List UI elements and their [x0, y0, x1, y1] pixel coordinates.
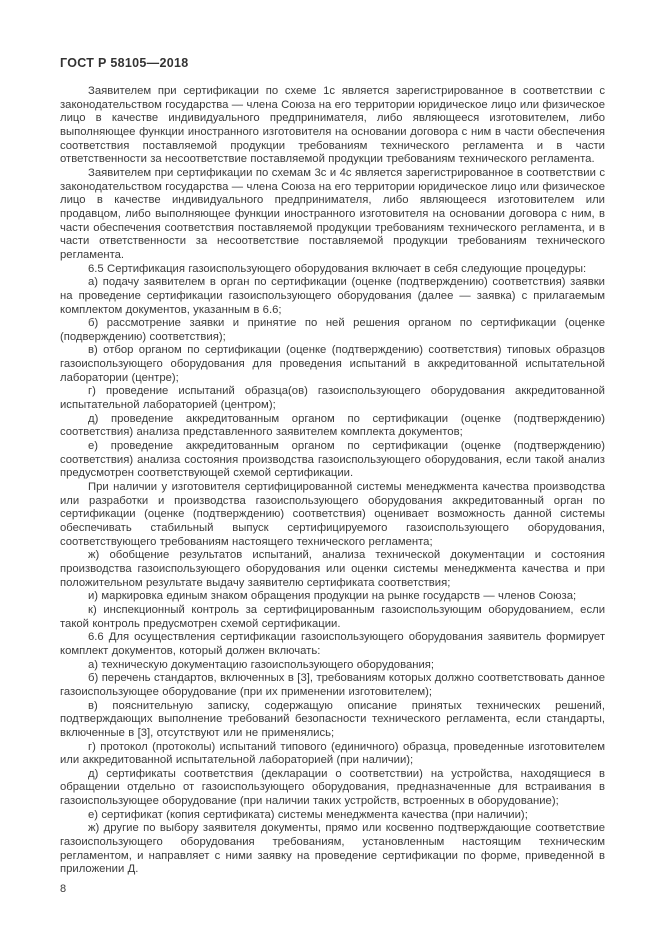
document-body: [60, 85, 605, 877]
paragraph: 6.5 Сертификация газоиспользующего оборудования включает в себя следующие процедуры:: [88, 262, 587, 275]
paragraph: и) маркировка единым знаком обращения продукции на рынке государств — членов Союза;: [88, 590, 577, 603]
paragraph: г) протокол (протоколы) испытаний типового (единичного) образца, проведенные изготовителем или аккредитованной испытательной лабораторией (при наличии);: [60, 740, 605, 767]
paragraph: д) проведение аккредитованным органом по сертификации (оценке (подтверждению) соответствия) анализа представленного заявителем комплекта документов;: [60, 412, 605, 439]
paragraph: а) подачу заявителем в орган по сертификации (оценке (подтверждению) соответствия) заявки на проведение сертификации газоиспользующего оборудования (далее — заявка) с прилагаемым комплектом документов, указанным в 6.6;: [60, 276, 605, 316]
paragraph: в) отбор органом по сертификации (оценке (подтверждению) соответствия) типовых образцов газоиспользующего оборудования для проведения испытаний в аккредитованной испытательной лаборатории (центре);: [60, 344, 605, 384]
paragraph: При наличии у изготовителя сертифицированной системы менеджмента качества производства или разработки и производства газоиспользующего оборудования аккредитованный орган по сертификации (оценке (подтверждению) соответствия) оценивает возможность данной системы обеспечивать стабильный выпуск сертифицируемого газоиспользующего оборудования, соответствующего требованиям настоящего технического регламента;: [60, 481, 605, 548]
document-standard-number: ГОСТ Р 58105—2018: [60, 56, 189, 70]
paragraph: е) проведение аккредитованным органом по сертификации (оценке (подтверждению) соответствия) анализа состояния производства газоиспользующего оборудования, если такой анализ предусмотрен соответствующей схемой сертификации.: [60, 440, 605, 480]
paragraph: б) перечень стандартов, включенных в [3], требованиям которых должно соответствовать данное газоиспользующее оборудование (при их применении изготовителем);: [60, 672, 605, 698]
paragraph: Заявителем при сертификации по схемам 3с и 4с является зарегистрированное в соответствии с законодательством государства — члена Союза на его территории юридическое лицо или физическое лицо в качестве индивидуального предпринимателя, либо являющееся изготовителем или продавцом, либо выполняющее функции иностранного изготовителя на основании договора с ним, в части обеспечения соответствия поставляемой продукции требованиям технического регламента, и в части ответственности за несоответствие поставляемой продукции требованиям технического регламента.: [60, 166, 605, 261]
paragraph: д) сертификаты соответствия (декларации о соответствии) на устройства, находящиеся в обращении отдельно от газоиспользующего оборудования, предназначенные для встраивания в газоиспользующее оборудование (при наличии таких устройств, встроенных в оборудование);: [60, 767, 605, 808]
paragraph: е) сертификат (копия сертификата) системы менеджмента качества (при наличии);: [88, 808, 528, 821]
paragraph: Заявителем при сертификации по схеме 1с является зарегистрированное в соответствии с законодательством государства — члена Союза на его территории юридическое лицо или физическое лицо в качестве индивидуального предпринимателя, либо являющееся изготовителем, либо выполняющее функции иностранного изготовителя на основании договора с ним в части обеспечения соответствия поставляемой продукции требованиям технического регламента и в части ответственности за несоответствие поставляемой продукции требованиям технического регламента.: [60, 85, 605, 166]
paragraph: к) инспекционный контроль за сертифицированным газоиспользующим оборудованием, если такой контроль предусмотрен схемой сертификации.: [60, 603, 605, 630]
page-number: 8: [60, 883, 67, 896]
paragraph: ж) другие по выбору заявителя документы, прямо или косвенно подтверждающие соответствие газоиспользующего оборудования требованиям, установленным настоящим техническим регламентом, и направляет с ними заявку на проведение сертификации по форме, приведенной в приложении Д.: [60, 822, 605, 876]
paragraph: а) техническую документацию газоиспользующего оборудования;: [88, 658, 435, 671]
paragraph: в) пояснительную записку, содержащую описание принятых технических решений, подтверждающих выполнение требований безопасности технического регламента, если стандарты, включенные в [3], отсутствуют или не применялись;: [60, 699, 605, 739]
paragraph: 6.6 Для осуществления сертификации газоиспользующего оборудования заявитель формирует комплект документов, который должен включать:: [60, 631, 605, 657]
paragraph: г) проведение испытаний образца(ов) газоиспользующего оборудования аккредитованной испытательной лабораторией (центром);: [60, 385, 605, 412]
paragraph: ж) обобщение результатов испытаний, анализа технической документации и состояния производства газоиспользующего оборудования или оценки системы менеджмента качества и при положительном результате выдачу заявителю сертификата соответствия;: [60, 549, 605, 589]
paragraph: б) рассмотрение заявки и принятие по ней решения органом по сертификации (оценке (подверждению) соответствия);: [60, 317, 605, 343]
